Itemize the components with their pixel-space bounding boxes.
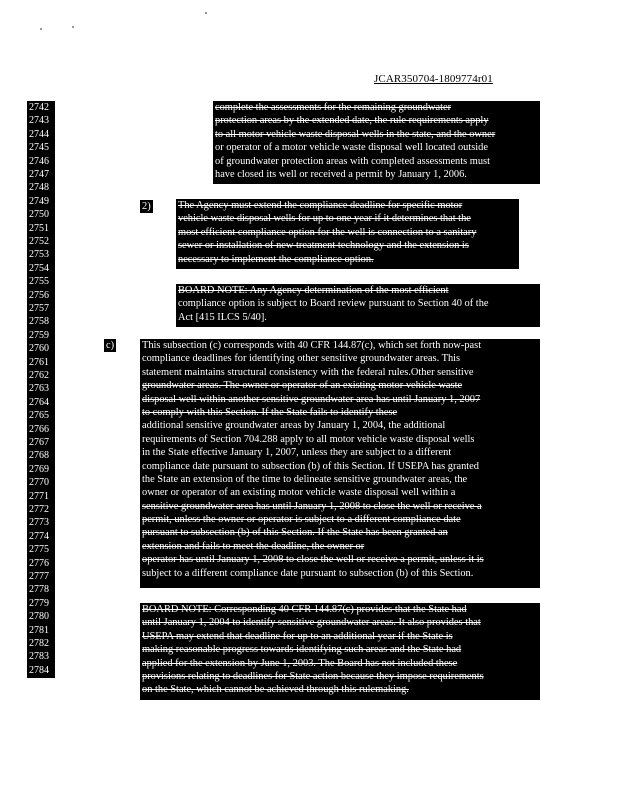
line-number: 2779 xyxy=(27,597,55,611)
line-number: 2747 xyxy=(27,168,55,182)
text-line: necessary to implement the compliance option. xyxy=(178,253,374,265)
line-number: 2757 xyxy=(27,302,55,316)
line-number: 2767 xyxy=(27,436,55,450)
line-number: 2778 xyxy=(27,583,55,597)
line-number: 2746 xyxy=(27,155,55,169)
line-number: 2748 xyxy=(27,181,55,195)
text-line: provisions relating to deadlines for State action because they impose requirements xyxy=(142,670,484,682)
text-line: vehicle waste disposal wells for up to one year if it determines that the xyxy=(178,213,471,225)
text-line: groundwater areas. The owner or operator of an existing motor vehicle waste xyxy=(142,380,463,392)
scan-speck xyxy=(72,26,74,28)
line-number: 2743 xyxy=(27,114,55,128)
scan-speck xyxy=(40,28,42,30)
text-line: USEPA may extend that deadline for up to an additional year if the State is xyxy=(142,630,453,642)
text-line: owner or operator of an existing motor vehicle waste disposal well within a xyxy=(142,487,456,499)
item-marker-c: c) xyxy=(106,340,115,351)
text-line: permit, unless the owner or operator is subject to a different compliance date xyxy=(142,514,461,526)
line-number: 2770 xyxy=(27,476,55,490)
text-line: until January 1, 2004 to identify sensitive groundwater areas. It also provides that xyxy=(142,617,481,629)
text-block-board-note-2 xyxy=(140,603,540,700)
line-number: 2744 xyxy=(27,128,55,142)
text-line: BOARD NOTE: Any Agency determination of the most efficient xyxy=(178,285,449,296)
line-number: 2784 xyxy=(27,664,55,678)
line-number: 2763 xyxy=(27,382,55,396)
text-block-groundwater-deadlines xyxy=(213,101,540,184)
line-number: 2774 xyxy=(27,530,55,544)
text-block-subsection-c xyxy=(140,339,540,588)
line-number: 2753 xyxy=(27,248,55,262)
text-line: making reasonable progress towards identifying such areas and the State had xyxy=(142,644,462,656)
text-line: the State an extension of the time to delineate sensitive groundwater areas, the xyxy=(142,473,468,485)
document-id: JCAR350704-1809774r01 xyxy=(374,73,493,85)
item-marker-2: 2) xyxy=(142,201,151,212)
text-line: subject to a different compliance date pursuant to subsection (b) of this Section. xyxy=(142,567,474,579)
text-line: to comply with this Section. If the State fails to identify these xyxy=(142,406,398,418)
text-line: requirements of Section 704.288 apply to all motor vehicle waste disposal wells xyxy=(142,433,475,445)
line-number: 2766 xyxy=(27,423,55,437)
line-number: 2780 xyxy=(27,610,55,624)
text-block-agency-extension xyxy=(176,199,519,269)
text-line: The Agency must extend the compliance deadline for specific motor xyxy=(178,200,463,211)
line-number: 2769 xyxy=(27,463,55,477)
text-line: sewer or installation of new treatment technology and the extension is xyxy=(178,240,469,252)
line-number: 2751 xyxy=(27,222,55,236)
scan-speck xyxy=(205,12,207,14)
text-line: Act [415 ILCS 5/40]. xyxy=(178,311,267,323)
text-line: compliance option is subject to Board review pursuant to Section 40 of the xyxy=(178,298,489,310)
text-line: or operator of a motor vehicle waste disposal well located outside xyxy=(215,142,488,154)
text-line: disposal well within another sensitive groundwater area has until January 1, 2007 xyxy=(142,393,481,405)
line-number: 2759 xyxy=(27,329,55,343)
line-number: 2756 xyxy=(27,289,55,303)
text-line: BOARD NOTE: Corresponding 40 CFR 144.87(c) provides that the State had xyxy=(142,604,467,615)
line-number: 2755 xyxy=(27,275,55,289)
line-number: 2761 xyxy=(27,356,55,370)
text-line: extension and fails to meet the deadline, the owner or xyxy=(142,540,365,552)
line-number: 2742 xyxy=(27,101,55,115)
line-number: 2781 xyxy=(27,624,55,638)
text-line: additional sensitive groundwater areas by January 1, 2004, the additional xyxy=(142,420,446,432)
line-number: 2760 xyxy=(27,342,55,356)
text-line: operator has until January 1, 2008 to close the well or receive a permit, unless it is xyxy=(142,554,484,566)
line-number: 2775 xyxy=(27,543,55,557)
text-line: to all motor vehicle waste disposal wells in the state, and the owner xyxy=(215,128,496,140)
line-number: 2783 xyxy=(27,650,55,664)
text-line: sensitive groundwater area has until January 1, 2008 to close the well or receive a xyxy=(142,500,482,512)
text-line: applied for the extension by June 1, 2003. The Board has not included these xyxy=(142,657,458,669)
line-number: 2773 xyxy=(27,516,55,530)
line-number: 2750 xyxy=(27,208,55,222)
line-number: 2758 xyxy=(27,315,55,329)
line-number: 2782 xyxy=(27,637,55,651)
line-number: 2762 xyxy=(27,369,55,383)
text-line: compliance deadlines for identifying other sensitive groundwater areas. This xyxy=(142,353,461,365)
text-line: in the State effective January 1, 2007, unless they are subject to a different xyxy=(142,447,452,459)
text-line: protection areas by the extended date, the rule requirements apply xyxy=(215,115,489,127)
text-line: most efficient compliance option for the well is connection to a sanitary xyxy=(178,226,477,238)
line-number: 2768 xyxy=(27,449,55,463)
text-line: This subsection (c) corresponds with 40 CFR 144.87(c), which set forth now-past xyxy=(142,340,482,351)
line-number: 2754 xyxy=(27,262,55,276)
line-number: 2776 xyxy=(27,557,55,571)
text-line: pursuant to subsection (b) of this Section. If the State has been granted an xyxy=(142,527,448,539)
line-number: 2771 xyxy=(27,490,55,504)
line-number: 2764 xyxy=(27,396,55,410)
text-line: compliance date pursuant to subsection (b) of this Section. If USEPA has granted xyxy=(142,460,479,472)
line-number: 2752 xyxy=(27,235,55,249)
text-line: complete the assessments for the remaining groundwater xyxy=(215,102,452,113)
line-number: 2765 xyxy=(27,409,55,423)
line-number: 2745 xyxy=(27,141,55,155)
line-number: 2772 xyxy=(27,503,55,517)
text-line: statement maintains structural consistency with the federal rules.Other sensitive xyxy=(142,366,474,378)
text-line: on the State, which cannot be achieved through this rulemaking. xyxy=(142,684,409,696)
text-block-board-note-1 xyxy=(176,284,540,327)
text-line: of groundwater protection areas with completed assessments must xyxy=(215,155,490,167)
line-number: 2749 xyxy=(27,195,55,209)
line-number: 2777 xyxy=(27,570,55,584)
text-line: have closed its well or received a permit by January 1, 2006. xyxy=(215,168,467,180)
